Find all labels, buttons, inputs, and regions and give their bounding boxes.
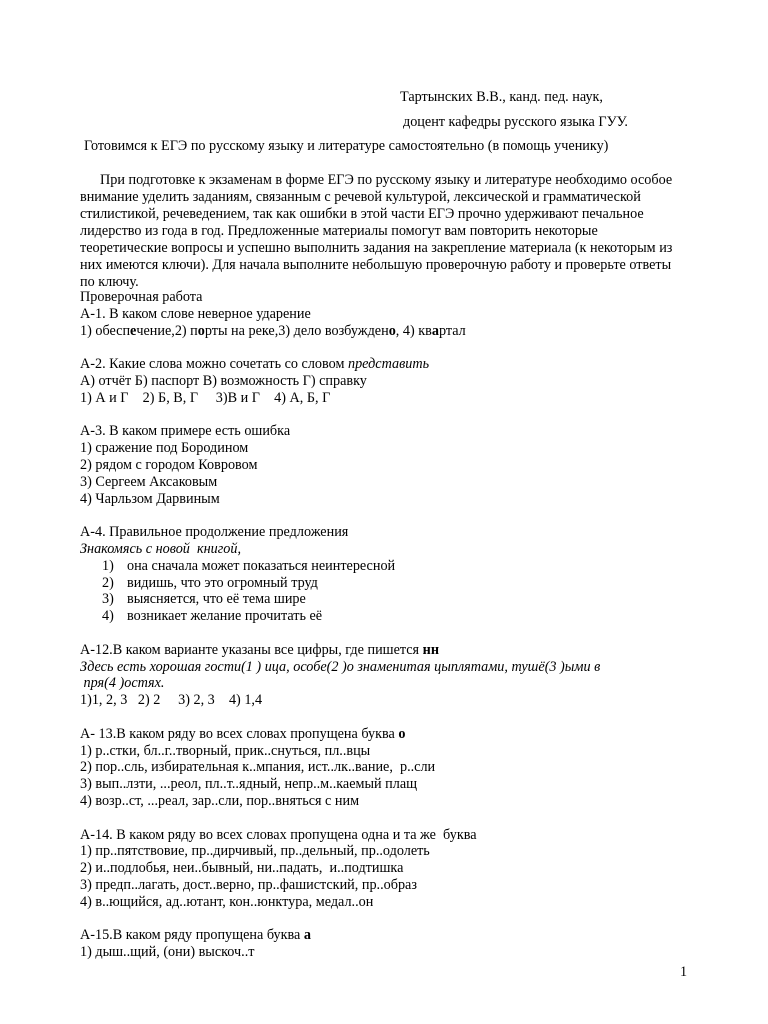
- list-item: [80, 558, 690, 575]
- question-a13: [80, 726, 690, 743]
- a15-question-letter: а: [303, 927, 311, 944]
- a1-option4-pre: 4) кв: [402, 322, 432, 339]
- a4-options: [80, 558, 690, 625]
- test-content: [80, 289, 690, 961]
- a13-option: 2) пор..сль, избирательная к..мпания, ист..лк..вание, р..сли: [80, 759, 436, 776]
- a3-option: 3) Сергеем Аксаковым: [80, 473, 218, 490]
- intro-paragraph: [80, 172, 688, 291]
- a1-option2-stress: о: [197, 322, 205, 339]
- question-a12: [80, 642, 690, 659]
- a2-answers: 1) А и Г 2) Б, В, Г 3)В и Г 4) А, Б, Г: [80, 389, 331, 406]
- a2-question-text: А-2. Какие слова можно сочетать со словом: [80, 356, 348, 373]
- question-a1: А-1. В каком слове неверное ударение: [80, 305, 311, 322]
- a1-option3-stress: о: [388, 322, 396, 339]
- a1-option3-post: ,: [395, 322, 403, 339]
- question-a2: [80, 356, 690, 373]
- list-text: выясняется, что её тема шире: [127, 591, 306, 608]
- a13-question-text: А- 13.В каком ряду во всех словах пропущена буква: [80, 725, 399, 742]
- a1-option1-pre: 1) обесп: [80, 322, 131, 339]
- a12-question-letters: нн: [422, 641, 439, 658]
- a1-option4-stress: а: [431, 322, 439, 339]
- list-text: видишь, что это огромный труд: [127, 574, 318, 591]
- a2-options: А) отчёт Б) паспорт В) возможность Г) справку: [80, 372, 367, 389]
- a1-option2-post: рты на реке,: [204, 322, 279, 339]
- a3-option: 1) сражение под Бородином: [80, 440, 249, 457]
- a14-option: 1) пр..пятствовие, пр..дирчивый, пр..дельный, пр..одолеть: [80, 843, 430, 860]
- a15-option: 1) дыш..щий, (они) выскоч..т: [80, 944, 255, 961]
- a13-option: 4) возр..ст, ...реал, зар..сли, пор..вняться с ним: [80, 792, 360, 809]
- question-a4: А-4. Правильное продолжение предложения: [80, 524, 349, 541]
- a1-option1-stress: е: [130, 322, 137, 339]
- a2-question-word: представить: [347, 356, 430, 373]
- a15-question-text: А-15.В каком ряду пропущена буква: [80, 927, 304, 944]
- document-title: Готовимся к ЕГЭ по русскому языку и литературе самостоятельно (в помощь ученику): [84, 138, 609, 154]
- list-number: 2): [102, 574, 114, 591]
- list-item: [80, 608, 690, 625]
- a14-option: 2) и..подлобья, неи..бывный, ни..падать, и..подтишка: [80, 860, 404, 877]
- a1-option3-pre: 3) дело возбужден: [278, 322, 389, 339]
- author-name: Тартынских В.В., канд. пед. наук,: [400, 89, 603, 105]
- a13-question-letter: о: [398, 725, 406, 742]
- list-text: возникает желание прочитать её: [127, 608, 323, 625]
- question-a15: [80, 927, 690, 944]
- question-a3: А-3. В каком примере есть ошибка: [80, 423, 291, 440]
- question-a14: А-14. В каком ряду во всех словах пропущена одна и та же буква: [80, 826, 477, 843]
- page-number: 1: [680, 964, 688, 980]
- work-title: Проверочная работа: [80, 289, 203, 305]
- a14-option: 3) предп..лагать, дост..верно, пр..фашистский, пр..образ: [80, 876, 417, 893]
- a13-option: 1) р..стки, бл..г..творный, прик..снуться, пл..вцы: [80, 742, 371, 759]
- a14-option: 4) в..ющийся, ад..ютант, кон..юнктура, медал..он: [80, 893, 374, 910]
- list-number: 4): [102, 608, 114, 625]
- a1-option1-post: чение,: [136, 322, 175, 339]
- list-item: [80, 591, 690, 608]
- a12-answers: 1)1, 2, 3 2) 2 3) 2, 3 4) 1,4: [80, 692, 263, 709]
- intro-text: При подготовке к экзаменам в форме ЕГЭ по русскому языку и литературе необходимо особое внимание уделить заданиям, связанным с речевой культурой, лексической и грамматической стилистикой, речеведением, так как ошибки в этой части ЕГЭ прочно удерживают печальное лидерство из года в год. Предложенные материалы помогут вам повторить некоторые теоретические вопросы и успешно выполнить задания на закрепление материала (к некоторым из них имеются ключи). Для начала выполните небольшую проверочную работу и проверьте ответы по ключу.: [80, 172, 673, 290]
- a13-option: 3) вып..лзти, ...реол, пл..т..ядный, непр..м..каемый плащ: [80, 776, 418, 793]
- a1-option2-pre: 2) п: [174, 322, 198, 339]
- a12-sentence-line2: пря(4 )остях.: [80, 675, 165, 692]
- a1-options: [80, 323, 690, 340]
- list-item: [80, 575, 690, 592]
- list-number: 1): [102, 557, 114, 574]
- list-number: 3): [102, 591, 114, 608]
- a3-option: 4) Чарльзом Дарвиным: [80, 490, 220, 507]
- a4-prompt: Знакомясь с новой книгой,: [80, 540, 242, 557]
- a12-question-text: А-12.В каком варианте указаны все цифры, где пишется: [80, 641, 423, 658]
- list-text: она сначала может показаться неинтересной: [127, 557, 396, 574]
- a3-option: 2) рядом с городом Ковровом: [80, 456, 258, 473]
- a12-sentence-line1: Здесь есть хорошая гости(1 ) ица, особе(2 )о знаменитая цыплятами, тушё(3 )ыми в: [80, 658, 601, 675]
- author-position: доцент кафедры русского языка ГУУ.: [403, 114, 628, 130]
- a1-option4-post: ртал: [438, 322, 466, 339]
